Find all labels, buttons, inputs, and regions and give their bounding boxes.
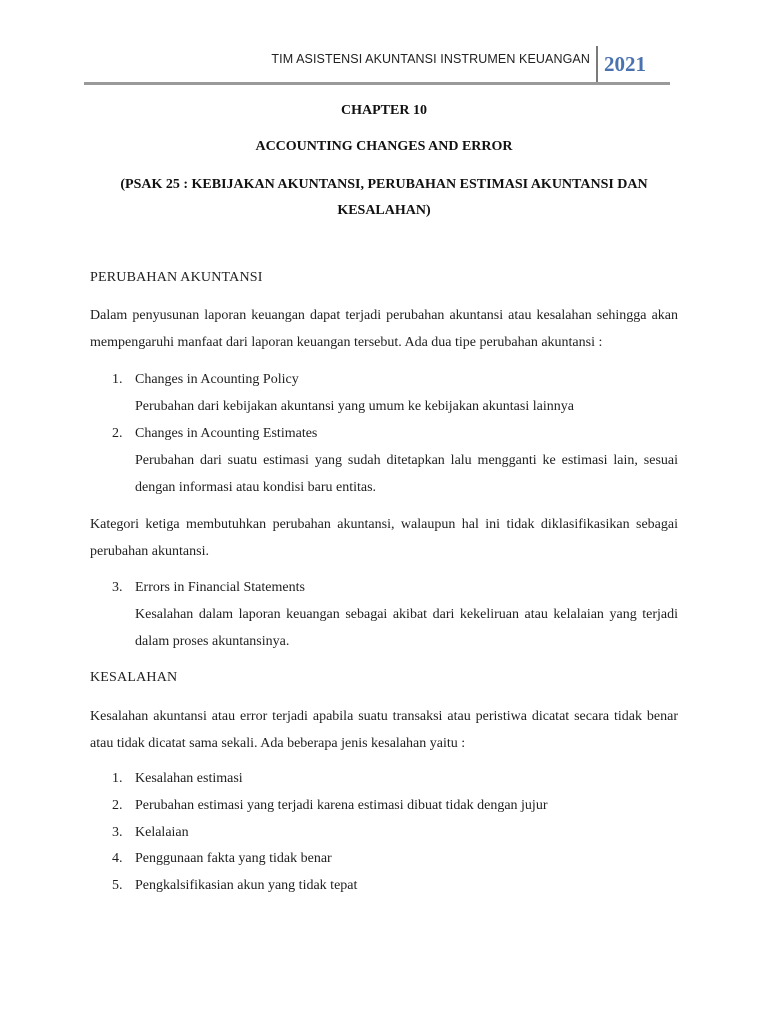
list-label: Pengkalsifikasian akun yang tidak tepat [135,878,358,893]
page-header [84,46,670,84]
section-heading-perubahan: PERUBAHAN AKUNTANSI [90,270,263,285]
list-number: 1. [112,771,123,786]
list-label: Kesalahan estimasi [135,771,243,786]
list-label: Penggunaan fakta yang tidak benar [135,851,332,866]
list-number: 2. [112,426,123,441]
list-label: Changes in Acounting Policy [135,372,299,387]
psak-title-line1: (PSAK 25 : KEBIJAKAN AKUNTANSI, PERUBAHAN ESTIMASI AKUNTANSI DAN [120,177,648,192]
list-label: Perubahan estimasi yang terjadi karena estimasi dibuat tidak dengan jujur [135,798,548,813]
header-year: 2021 [604,52,646,76]
perubahan-note: Kategori ketiga membutuhkan perubahan akuntansi, walaupun hal ini tidak diklasifikasikan sebagai perubahan akuntansi. [90,517,678,559]
list-number: 1. [112,372,123,387]
header-organization: TIM ASISTENSI AKUNTANSI INSTRUMEN KEUANGAN [271,52,590,66]
perubahan-intro: Dalam penyusunan laporan keuangan dapat terjadi perubahan akuntansi atau kesalahan sehingga akan mempengaruhi manfaat dari laporan keuangan tersebut. Ada dua tipe perubahan akuntansi : [90,308,678,350]
list-label: Kelalaian [135,825,189,840]
list-number: 5. [112,878,123,893]
section-heading-kesalahan: KESALAHAN [90,670,178,685]
chapter-title: CHAPTER 10 [341,103,427,118]
list-description: Perubahan dari suatu estimasi yang sudah ditetapkan lalu mengganti ke estimasi lain, sesuai dengan informasi atau kondisi baru entitas. [135,453,678,495]
list-number: 2. [112,798,123,813]
list-label: Errors in Financial Statements [135,580,305,595]
list-number: 3. [112,825,123,840]
header-divider [596,46,598,84]
list-number: 4. [112,851,123,866]
list-number: 3. [112,580,123,595]
header-rule [84,82,670,85]
list-label: Changes in Acounting Estimates [135,426,318,441]
list-description: Perubahan dari kebijakan akuntansi yang umum ke kebijakan akuntasi lainnya [135,399,574,414]
psak-title-line2: KESALAHAN) [337,203,431,218]
kesalahan-intro: Kesalahan akuntansi atau error terjadi apabila suatu transaksi atau peristiwa dicatat secara tidak benar atau tidak dicatat sama sekali. Ada beberapa jenis kesalahan yaitu : [90,709,678,751]
main-title: ACCOUNTING CHANGES AND ERROR [255,139,513,154]
list-description: Kesalahan dalam laporan keuangan sebagai akibat dari kekeliruan atau kelalaian yang terjadi dalam proses akuntansinya. [135,607,678,649]
